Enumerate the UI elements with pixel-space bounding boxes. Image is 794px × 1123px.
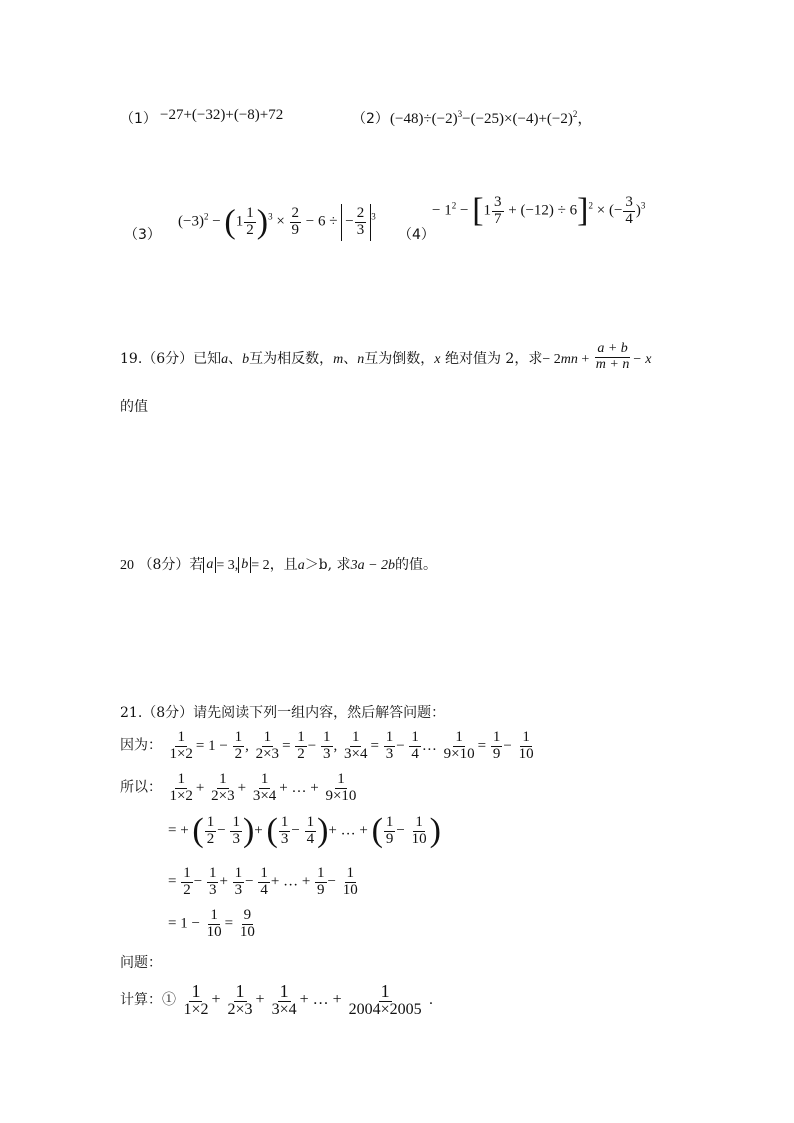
item-4-expression: − $1^2 - [1$ $\frac{3}{7}$ + (−12) ÷ 6]$^2$ × (− $\frac{3}{4}$ )$^3$ (432, 192, 646, 229)
item-2-label: （2） (352, 111, 389, 127)
item-1-expression: −27+(−32)+(−8)+72 (160, 107, 284, 123)
question-21-calc-line: 计算：① $\frac{1}{1\times 2}$ + $\frac{1}{2\times 3}$ + $\frac{1}{3\times 4}$ + … + $\frac{1}{2004\times 2005}$ . (120, 981, 434, 1018)
item-3-label: （3） (124, 227, 161, 243)
item-2-expression: $(-48)\div(-2)^3-(-25)\times(-4)+(-2)^2$， (390, 109, 593, 127)
question-21-heading: 21.（8分）请先阅读下列一组内容，然后解答问题： (120, 705, 446, 721)
question-21-step-3: = 1 − $\frac{1}{10}$ = $\frac{9}{10}$ (168, 907, 255, 940)
question-21-step-2: = $\frac{1}{2}$ − $\frac{1}{3}$ + $\frac{1}{3}$ − $\frac{1}{4}$ + … + $\frac{1}{9}$ − $\frac{1}{10}$ (168, 865, 358, 898)
item-4-label: （4） (398, 227, 435, 243)
question-19-line2: 的值 (120, 399, 148, 415)
question-21-because-line: 因为： $\frac{1}{1\times 2}$ = 1 − $\frac{1}{2}$ , $\frac{1}{2\times 3}$ = $\frac{1}{2}$ − $\frac{1}{3}$ , $\frac{1}{3\times 4}$ = $\frac{1}{3}$ − $\frac{1}{4}$ … $\frac{1}{9\times 10}$ = $\frac{1}{9}$ − $\frac{1}{10}$ (120, 729, 534, 762)
item-3-expression: $(-3)^2 - (1$ $\frac{1}{2}$ )$^3$ × $\frac{2}{9}$ − 6 ÷ − $\frac{2}{3}$ $^3$ (178, 203, 376, 241)
question-19: 19.（6分）已知a、b互为相反数，m、n互为倒数，x 绝对值为 2，求− 2mn + $\frac{a + b}{m + n}$ − x (120, 341, 652, 372)
question-20: 20 （8分）若 a = 3, b = 2，且a＞b, 求3a − 2b的值。 (120, 557, 438, 573)
item-1-label: （1） (120, 111, 157, 127)
question-21-so-line: 所以： $\frac{1}{1\times 2}$ + $\frac{1}{2\times 3}$ + $\frac{1}{3\times 4}$ + … + $\frac{1}{9\times 10}$ (120, 771, 357, 804)
question-21-step-1: = + ( $\frac{1}{2}$ − $\frac{1}{3}$ )+ ( $\frac{1}{3}$ − $\frac{1}{4}$ )+ … + ( $\frac{1}{9}$ − $\frac{1}{10}$ ) (168, 812, 441, 849)
question-21-problem-label: 问题： (120, 955, 162, 971)
